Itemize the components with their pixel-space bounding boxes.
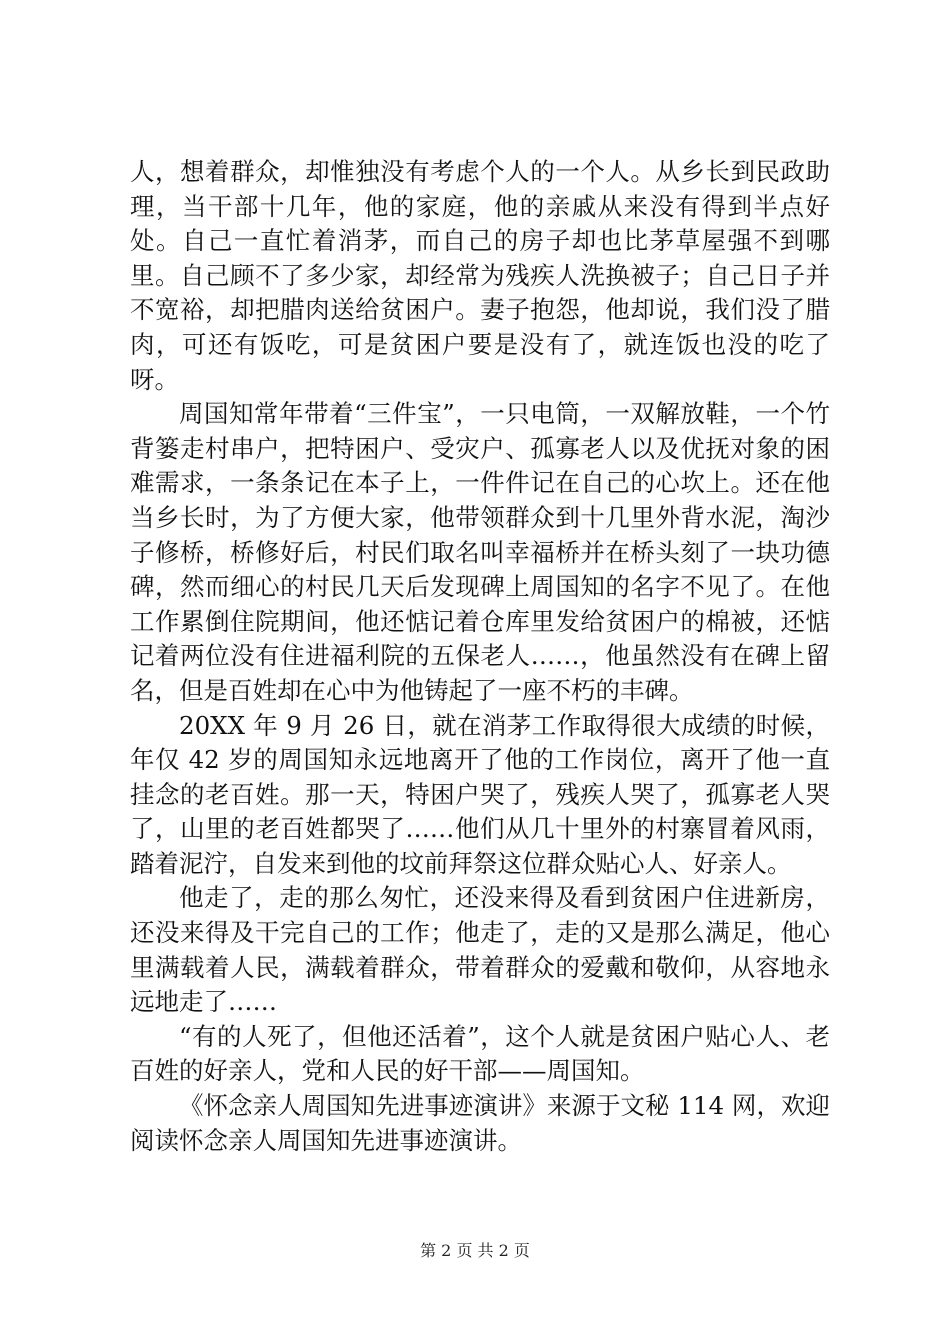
document-body — [130, 155, 830, 1158]
paragraph-he-left: 他走了，走的那么匆忙，还没来得及看到贫困户住进新房，还没来得及干完自己的工作；他走了，走的又是那么满足，他心里满载着人民，满载着群众，带着群众的爱戴和敬仰，从容地永远地走了…… — [130, 883, 830, 1017]
paragraph-source-note: 《怀念亲人周国知先进事迹演讲》来源于文秘 114 网，欢迎阅读怀念亲人周国知先进事迹演讲。 — [130, 1091, 830, 1155]
paragraph-quote: “有的人死了，但他还活着”，这个人就是贫困户贴心人、老百姓的好亲人，党和人民的好干部——周国知。 — [130, 1021, 830, 1086]
paragraph-passing-date: 20XX 年 9 月 26 日，就在消茅工作取得很大成绩的时候，年仅 42 岁的周国知永远地离开了他的工作岗位，离开了他一直挂念的老百姓。那一天，特困户哭了，残疾人哭了，孤寡老人哭了，山里的老百姓都哭了……他们从几十里外的村寨冒着风雨，踏着泥泞，自发来到他的坟前拜祭这位群众贴心人、好亲人。 — [130, 710, 830, 878]
page-number-footer: 第 2 页 共 2 页 — [420, 1241, 530, 1260]
paragraph-three-treasures: 周国知常年带着“三件宝”，一只电筒，一双解放鞋，一个竹背篓走村串户，把特困户、受灾户、孤寡老人以及优抚对象的困难需求，一条条记在本子上，一件件记在自己的心坎上。还在他当乡长时，为了方便大家，他带领群众到十几里外背水泥，淘沙子修桥，桥修好后，村民们取名叫幸福桥并在桥头刻了一块功德碑，然而细心的村民几天后发现碑上周国知的名字不见了。在他工作累倒住院期间，他还惦记着仓库里发给贫困户的棉被，还惦记着两位没有住进福利院的五保老人……，他虽然没有在碑上留名，但是百姓却在心中为他铸起了一座不朽的丰碑。 — [130, 399, 830, 705]
paragraph-continuation: 人，想着群众，却惟独没有考虑个人的一个人。从乡长到民政助理，当干部十几年，他的家庭，他的亲戚从来没有得到半点好处。自己一直忙着消茅，而自己的房子却也比茅草屋强不到哪里。自己顾不了多少家，却经常为残疾人洗换被子；自己日子并不宽裕，却把腊肉送给贫困户。妻子抱怨，他却说，我们没了腊肉，可还有饭吃，可是贫困户要是没有了，就连饭也没的吃了呀。 — [130, 157, 830, 394]
